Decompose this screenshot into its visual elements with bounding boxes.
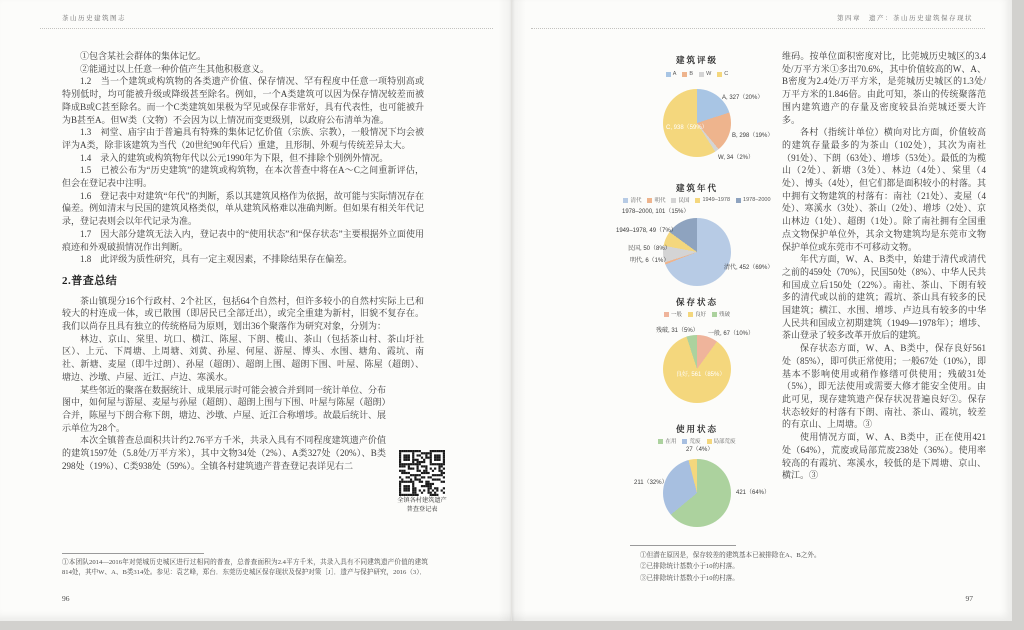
legend-item: 在用: [658, 437, 676, 445]
right-page-body: [782, 50, 986, 482]
page-number-right: 97: [965, 594, 973, 603]
legend-item: A: [666, 71, 677, 77]
paragraph: 使用情况方面，W、A、B类中，正在使用421处（64%），荒废或局部荒废238处（36%）。使用率较高的有霞坑、寒溪水，较低的是下周塘、京山、横江。③: [782, 432, 986, 481]
legend-item: 局部荒废: [707, 437, 736, 445]
legend-swatch: [682, 72, 687, 77]
footnote-item: ③已排除统计基数小于10的村落。: [640, 574, 739, 582]
footnote-item: ①但潜在原因是，保存较差的建筑基本已被排除在A、B之外。: [640, 552, 821, 559]
footnote-left: ①本团队2014—2016年对莞城历史城区进行过相同的普查，总普查面积为2.4平方千米，共录入具有不同建筑遗产价值的建筑814处，其中W、A、B类314处。参见：袁艺峰，郑台．东莞历史城区保存现状及保护对策［J］．遗产与保护研究，2016（3）．: [62, 559, 428, 577]
paragraph: 某些邻近的聚落在数据统计、成果展示时可能会被合并到同一统计单位、分布图中，如何屋与游屋、麦屋与孙屋（超朗）、超朗上围与下围、叶屋与陈屋（超朗）合并，陈屋与下朗合称下朗，塘边、沙墩、卢屋、近江合称增埗。故最后统计、展示单位为28个。: [62, 384, 387, 433]
legend-swatch: [712, 312, 717, 317]
paragraph: 各村（指统计单位）横向对比方面，价值较高的建筑存量最多的为茶山（102处），其次为南社（91处）、下朗（63处）、增埗（53处）。最低的为榄山（2处）、新塘（3处）、林边（4处）、棠里（4处）、博头（4处），但它们都是面积较小的村落。其中拥有文物建筑的村落有：南社（21处）、麦屋（4处）、寒溪水（3处）、茶山（2处）、增埗（2处）、京山林边（1处）、超朗（1处）。除了南社拥有全国重点文物保护单位外，其余文物建筑均是东莞市文物保护单位或东莞市不可移动文物。: [782, 127, 986, 252]
legend-item: W: [699, 71, 711, 77]
legend-item: 1949–1978: [695, 196, 730, 204]
legend-item: 民国: [671, 196, 689, 204]
paragraph: 茶山镇现分16个行政村、2个社区，包括64个自然村，但许多较小的自然村实际上已和较大的村连成一体，或已散围（即居民已全部迁出），或完全重建为新村，旧貌不复存在。我们以尚存且具有独立的传统格局为原则，划出36个聚落作为研究对象，分别为：: [62, 295, 424, 332]
running-head-right: 第四章 遗产：茶山历史建筑保存现状: [837, 15, 973, 22]
legend-item: 1978–2000: [736, 196, 771, 204]
chart-label: C, 938（59%）: [666, 125, 708, 131]
running-head-left: 茶山历史建筑图志: [62, 15, 126, 22]
chart-legend-era: [577, 196, 817, 204]
paragraph: 1.2 当一个建筑或构筑物的各类遗产价值、保存情况、罕有程度中任意一项特别高或特别低时，均可能被升级或降级甚至除名。例如，一个A类建筑可以因为保存情况较差而被降成B或C甚至除名。而一个C类建筑如果极为罕见或保存非常好，具有代表性，也可能被升为B甚至A。但W类（文物）不会因为以上情况而变更级别，以政府公布清单为准。: [62, 76, 424, 125]
legend-swatch: [647, 198, 652, 203]
paragraph: 1.5 已被公布为“历史建筑”的建筑或构筑物，在本次普查中将在A～C之间重新评估，但会在登记表中注明。: [62, 165, 424, 189]
paragraph: 1.3 祠堂、庙宇由于普遍具有特殊的集体记忆价值（宗族、宗教），一般情况下均会被评为A类，除非该建筑为当代（20世纪90年代后）重建，且形制、外观与传统差异太大。: [62, 127, 424, 150]
paragraph: 维码。按单位面积密度对比，比莞城历史城区的3.4处/万平方米①多出70.6%，其中价值较高的W、A、B密度为2.4处/万平方米，是莞城历史城区的1.3处/万平方米的1.846倍。由此可知，茶山的传统聚落范围内建筑遗产的存量及密度较县治莞城还要大许多。: [782, 51, 986, 125]
pie-chart-usage: [663, 459, 731, 527]
legend-swatch: [699, 72, 704, 77]
legend-swatch: [682, 439, 687, 444]
chart-label: 27（4%）: [686, 447, 714, 453]
chart-legend-rating: [577, 71, 817, 77]
legend-item: 良好: [688, 310, 706, 318]
chart-label: 一般, 67（10%）: [708, 331, 755, 337]
legend-swatch: [688, 312, 693, 317]
legend-swatch: [664, 312, 669, 317]
legend-swatch: [671, 198, 676, 203]
chart-label: A, 327（20%）: [722, 95, 764, 101]
legend-swatch: [658, 439, 663, 444]
legend-swatch: [623, 198, 628, 203]
legend-item: 一般: [664, 310, 682, 318]
page-number-left: 96: [62, 594, 70, 603]
chart-label: 民国, 50（8%）: [628, 246, 671, 252]
chart-label: 211（32%）: [634, 480, 668, 486]
page-gutter-line: [511, 0, 512, 621]
chart-title-preservation: 保存状态: [675, 297, 718, 307]
legend-swatch: [736, 198, 741, 203]
paragraph: 1.6 登记表中对建筑“年代”的判断，系以其建筑风格作为依据，故可能与实际情况存在偏差。例如清末与民国的建筑风格类似，单从建筑风格难以准确判断。但如果有相关年代记录，登记表则会以年代记录为准。: [62, 190, 424, 227]
chart-label: 明代, 6（1%）: [630, 258, 670, 264]
paragraph: 年代方面，W、A、B类中，始建于清代或清代之前的459处（70%），民国50处（8%）、中华人民共和国成立后150处（22%）。南社、茶山、下朗有较多的清代或以前的建筑；霞坑、茶山具有较多的民国建筑；横江、水围、增埗、卢边具有较多的中华人民共和国成立初期建筑（1949—1978年）；增埗、茶山登录了较多改革开放后的建筑。: [782, 254, 986, 341]
left-page-body: [62, 50, 424, 473]
paragraph: 保存状态方面，W、A、B类中，保存良好561处（85%），即可供正常使用；一般67处（10%），即基本不影响使用或稍作修缮可供使用；残破31处（5%），即无法使用或需要大修才能安全使用。由此可见，现存建筑遗产保存状况普遍良好②。保存状态较好的村落有下朗、南社、茶山、霞坑，较差的有京山、上周塘。③: [782, 343, 986, 430]
legend-item: 残破: [712, 310, 730, 318]
chart-label: 清代, 452（69%）: [724, 265, 774, 271]
paragraph: ②能通过以上任意一种价值产生其他积极意义。: [80, 63, 270, 74]
legend-swatch: [707, 439, 712, 444]
qr-block: [386, 450, 458, 514]
legend-item: 清代: [623, 196, 641, 204]
header-divider-left: [40, 28, 493, 29]
chart-title-usage: 使用状态: [675, 424, 718, 434]
legend-swatch: [717, 72, 722, 77]
paragraph: 1.7 因大部分建筑无法入内，登记表中的“使用状态”和“保存状态”主要根据外立面使用痕迹和外观破损情况作出判断。: [62, 228, 424, 252]
paragraph: 本次全镇普查总面积共计约2.76平方千米，共录入具有不同程度建筑遗产价值的建筑1597处（5.8处/万平方米），其中文物34处（2%）、A类327处（20%）、B类298处（19%）、C类938处（59%）。全镇各村建筑遗产普查登记表详见右二: [62, 435, 386, 471]
legend-item: B: [682, 71, 693, 77]
paragraph: 林边、京山、棠里、坑口、横江、陈屋、下朗、榄山、茶山（包括茶山村、茶山圩社区）、上元、下周塘、上周塘、刘黄、孙屋、何屋、游屋、博头、水围、塘角、霞坑、南社、新塘、麦屋（即牛过朗）、孙屋（超朗）、超朗上围、超朗下围、叶屋、陈屋（超朗）、塘边、沙墩、卢屋、近江、卢边、寒溪水。: [62, 333, 424, 382]
legend-item: 明代: [647, 196, 665, 204]
chart-label: 1949–1978, 49（7%）: [616, 228, 677, 234]
qr-caption-line1: 全镇各村建筑遗产: [397, 497, 447, 504]
legend-swatch: [695, 198, 700, 203]
qr-code-image: [399, 450, 445, 496]
footnote-divider-left: [62, 553, 204, 554]
paragraph: 1.8 此评级为质性研究，具有一定主观因素，不排除结果存在偏差。: [80, 254, 353, 265]
chart-title-era: 建筑年代: [675, 183, 718, 193]
chart-label: W, 34（2%）: [718, 155, 755, 161]
chart-label: 1978–2000, 101（15%）: [622, 209, 690, 215]
page-gutter-shadow: [498, 0, 526, 621]
footnote-divider-right: [630, 545, 736, 546]
header-divider-right: [531, 28, 985, 29]
chart-legend-preservation: [577, 310, 817, 318]
chart-label: 良好, 561（85%）: [676, 372, 726, 378]
section-heading: 2.普查总结: [62, 274, 118, 287]
qr-caption-line2: 普查登记表: [406, 506, 438, 513]
chart-label: B, 298（19%）: [732, 133, 774, 139]
legend-item: C: [717, 71, 728, 77]
legend-item: 荒废: [682, 437, 700, 445]
footnote-item: ②已排除统计基数小于10的村落。: [640, 563, 739, 571]
paragraph: 1.4 录入的建筑或构筑物年代以公元1990年为下限，但不排除个别例外情况。: [80, 152, 389, 163]
legend-swatch: [666, 72, 671, 77]
footnotes-right: [640, 551, 986, 585]
paragraph: ①包含某社会群体的集体记忆。: [80, 51, 207, 61]
chart-label: 421（64%）: [736, 490, 771, 496]
chart-title-rating: 建筑评级: [675, 55, 718, 65]
chart-label: 残破, 31（5%）: [656, 328, 699, 334]
